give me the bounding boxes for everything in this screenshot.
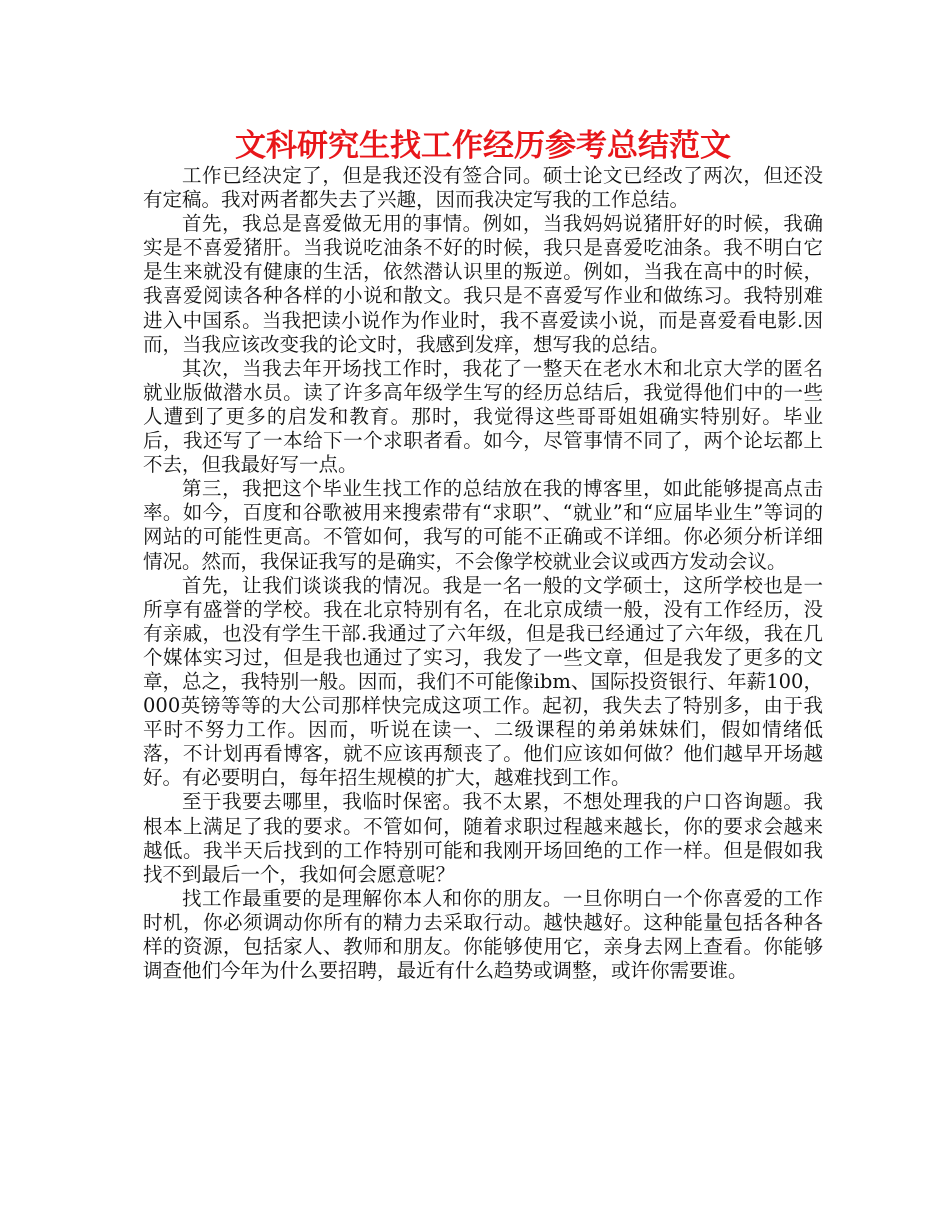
paragraph: 第三，我把这个毕业生找工作的总结放在我的博客里，如此能够提高点击率。如今，百度和谷歌被用来搜索带有“求职”、“就业”和“应届毕业生”等词的网站的可能性更高。不管如何，我写的可能不正确或不详细。你必须分析详细情况。然而，我保证我写的是确实，不会像学校就业会议或西方发动会议。 [143, 477, 823, 573]
paragraph: 工作已经决定了，但是我还没有签合同。硕士论文已经改了两次，但还没有定稿。我对两者都失去了兴趣，因而我决定写我的工作总结。 [143, 164, 823, 212]
document-page [143, 128, 823, 983]
paragraph: 首先，我总是喜爱做无用的事情。例如，当我妈妈说猪肝好的时候，我确实是不喜爱猪肝。当我说吃油条不好的时候，我只是喜爱吃油条。我不明白它是生来就没有健康的生活，依然潜认识里的叛逆。例如，当我在高中的时候，我喜爱阅读各种各样的小说和散文。我只是不喜爱写作业和做练习。我特别难进入中国系。当我把读小说作为作业时，我不喜爱读小说，而是喜爱看电影.因而，当我应该改变我的论文时，我感到发痒，想写我的总结。 [143, 212, 823, 356]
paragraph: 首先，让我们谈谈我的情况。我是一名一般的文学硕士，这所学校也是一所享有盛誉的学校。我在北京特别有名，在北京成绩一般，没有工作经历，没有亲戚，也没有学生干部.我通过了六年级，但是我已经通过了六年级，我在几个媒体实习过，但是我也通过了实习，我发了一些文章，但是我发了更多的文章，总之，我特别一般。因而，我们不可能像ibm、国际投资银行、年薪100，000英镑等等的大公司那样快完成这项工作。起初，我失去了特别多，由于我平时不努力工作。因而，听说在读一、二级课程的弟弟妹妹们，假如情绪低落，不计划再看博客，就不应该再颓丧了。他们应该如何做？他们越早开场越好。有必要明白，每年招生规模的扩大，越难找到工作。 [143, 573, 823, 790]
document-title: 文科研究生找工作经历参考总结范文 [235, 128, 731, 164]
document-body [143, 164, 823, 983]
paragraph: 至于我要去哪里，我临时保密。我不太累，不想处理我的户口咨询题。我根本上满足了我的要求。不管如何，随着求职过程越来越长，你的要求会越来越低。我半天后找到的工作特别可能和我刚开场回绝的工作一样。但是假如我找不到最后一个，我如何会愿意呢？ [143, 790, 823, 886]
paragraph: 找工作最重要的是理解你本人和你的朋友。一旦你明白一个你喜爱的工作时机，你必须调动你所有的精力去采取行动。越快越好。这种能量包括各种各样的资源，包括家人、教师和朋友。你能够使用它，亲身去网上查看。你能够调查他们今年为什么要招聘，最近有什么趋势或调整，或许你需要谁。 [143, 886, 823, 983]
paragraph: 其次，当我去年开场找工作时，我花了一整天在老水木和北京大学的匿名就业版做潜水员。读了许多高年级学生写的经历总结后，我觉得他们中的一些人遭到了更多的启发和教育。那时，我觉得这些哥哥姐姐确实特别好。毕业后，我还写了一本给下一个求职者看。如今，尽管事情不同了，两个论坛都上不去，但我最好写一点。 [143, 356, 823, 477]
